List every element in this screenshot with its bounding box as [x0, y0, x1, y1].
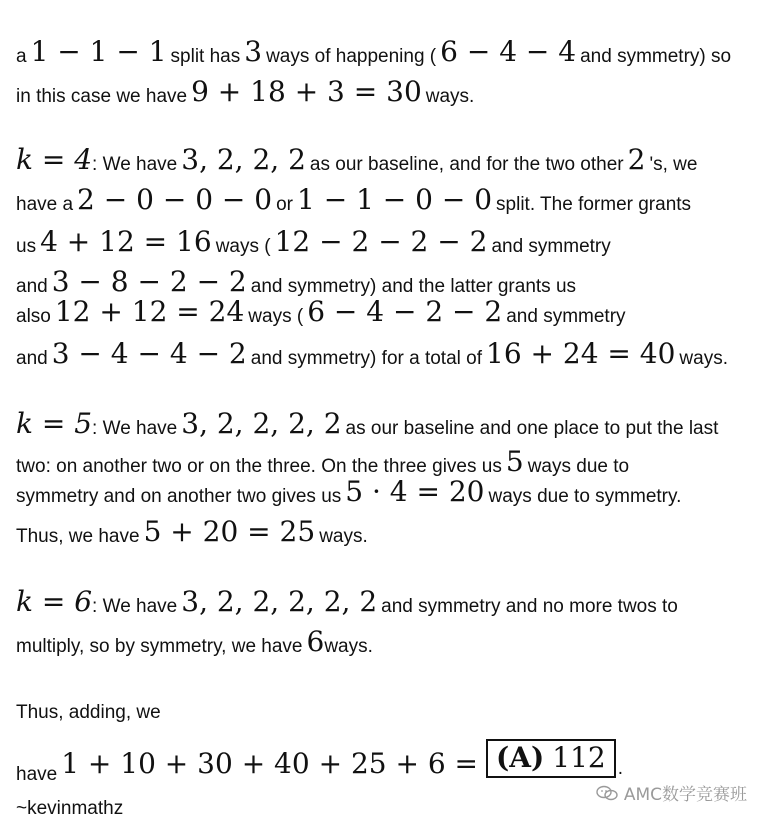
text-run: have — [16, 764, 58, 785]
text-run: and symmetry) so — [580, 46, 732, 67]
text-run: and — [16, 276, 48, 297]
math-expression: 4 + 12 = 16 — [40, 225, 212, 258]
text-run: : We have — [92, 596, 178, 617]
math-expression: 12 + 12 = 24 — [54, 295, 245, 328]
math-expression: 3, 2, 2, 2 — [181, 143, 306, 176]
text-run: and symmetry — [506, 306, 626, 327]
text-run: multiply, so by symmetry, we have — [16, 636, 303, 657]
text-run: split. The former grants — [496, 194, 692, 215]
text-run: or — [276, 194, 293, 215]
math-expression: 6 − 4 − 2 − 2 — [307, 295, 503, 328]
text-run: symmetry and on another two gives us — [16, 486, 342, 507]
text-line — [16, 70, 474, 106]
math-expression: 3 − 4 − 4 − 2 — [51, 337, 247, 370]
text-run: ways. — [324, 636, 373, 657]
text-run: ways ( — [248, 306, 304, 327]
math-expression: 1 − 1 − 1 — [30, 35, 167, 68]
text-run: Thus, we have — [16, 526, 140, 547]
math-expression: 9 + 18 + 3 = 30 — [191, 75, 422, 108]
text-run: 's, we — [649, 154, 698, 175]
math-expression: 3, 2, 2, 2, 2 — [181, 407, 342, 440]
text-run: ways. — [425, 86, 475, 107]
text-run: ways of happening ( — [266, 46, 437, 67]
text-run: have a — [16, 194, 74, 215]
case-label: k = 5 — [16, 407, 93, 440]
text-run: and symmetry) and the latter grants us — [250, 276, 577, 297]
text-line — [16, 782, 123, 818]
text-run: Thus, adding, we — [16, 702, 161, 723]
math-expression: 12 − 2 − 2 − 2 — [274, 225, 488, 258]
text-line — [16, 332, 728, 368]
answer-value: 112 — [552, 741, 606, 774]
text-line — [16, 620, 373, 656]
math-expression: 2 − 0 − 0 − 0 — [77, 183, 273, 216]
text-line — [16, 178, 691, 214]
math-expression: 3 — [244, 35, 263, 68]
text-line — [16, 470, 681, 506]
text-run: as our baseline, and for the two other — [309, 154, 624, 175]
case-label: k = 6 — [16, 585, 93, 618]
answer-box — [486, 739, 616, 778]
text-run: . — [617, 758, 623, 779]
text-run: ways due to symmetry. — [488, 486, 682, 507]
text-run: and — [16, 348, 48, 369]
text-line — [16, 510, 368, 546]
answer-letter: (A) — [496, 741, 545, 774]
text-run: and symmetry and no more twos to — [381, 596, 678, 617]
watermark — [596, 780, 747, 805]
math-expression: 3 − 8 − 2 − 2 — [51, 265, 247, 298]
math-expression: 1 − 1 − 0 − 0 — [297, 183, 493, 216]
math-expression: 3, 2, 2, 2, 2, 2 — [181, 585, 378, 618]
math-expression: 16 + 24 = 40 — [486, 337, 676, 370]
text-run: split has — [170, 46, 241, 67]
math-expression: 5 · 4 = 20 — [345, 475, 485, 508]
text-line — [16, 290, 626, 326]
text-run: ways due to — [527, 456, 630, 477]
text-run: and symmetry) for a total of — [250, 348, 482, 369]
math-expression: 6 − 4 − 4 — [440, 35, 577, 68]
math-expression: 6 — [306, 625, 325, 658]
text-line — [16, 741, 623, 785]
text-line — [16, 402, 718, 438]
text-line — [16, 580, 678, 616]
text-run: : We have — [92, 154, 178, 175]
text-run: and symmetry — [491, 236, 611, 257]
text-run: also — [16, 306, 51, 327]
watermark-text: AMC数学竞赛班 — [623, 785, 747, 805]
math-expression: 1 + 10 + 30 + 40 + 25 + 6 = — [61, 747, 479, 780]
math-expression: 2 — [627, 143, 646, 176]
text-run: as our baseline and one place to put the last — [345, 418, 719, 439]
text-run: in this case we have — [16, 86, 188, 107]
text-run: : We have — [92, 418, 178, 439]
text-run: two: on another two or on the three. On the three gives us — [16, 456, 502, 477]
text-run: ~kevinmathz — [16, 798, 124, 819]
text-run: us — [16, 236, 37, 257]
wechat-icon — [596, 785, 618, 801]
text-run: ways. — [319, 526, 368, 547]
text-line — [16, 686, 161, 722]
text-run: a — [16, 46, 27, 67]
text-line — [16, 220, 611, 256]
math-expression: 5 — [505, 445, 524, 478]
text-run: ways ( — [215, 236, 271, 257]
text-run: ways. — [679, 348, 728, 369]
math-expression: 5 + 20 = 25 — [143, 515, 316, 548]
text-line — [16, 138, 697, 174]
case-label: k = 4 — [16, 143, 93, 176]
text-line — [16, 30, 731, 66]
